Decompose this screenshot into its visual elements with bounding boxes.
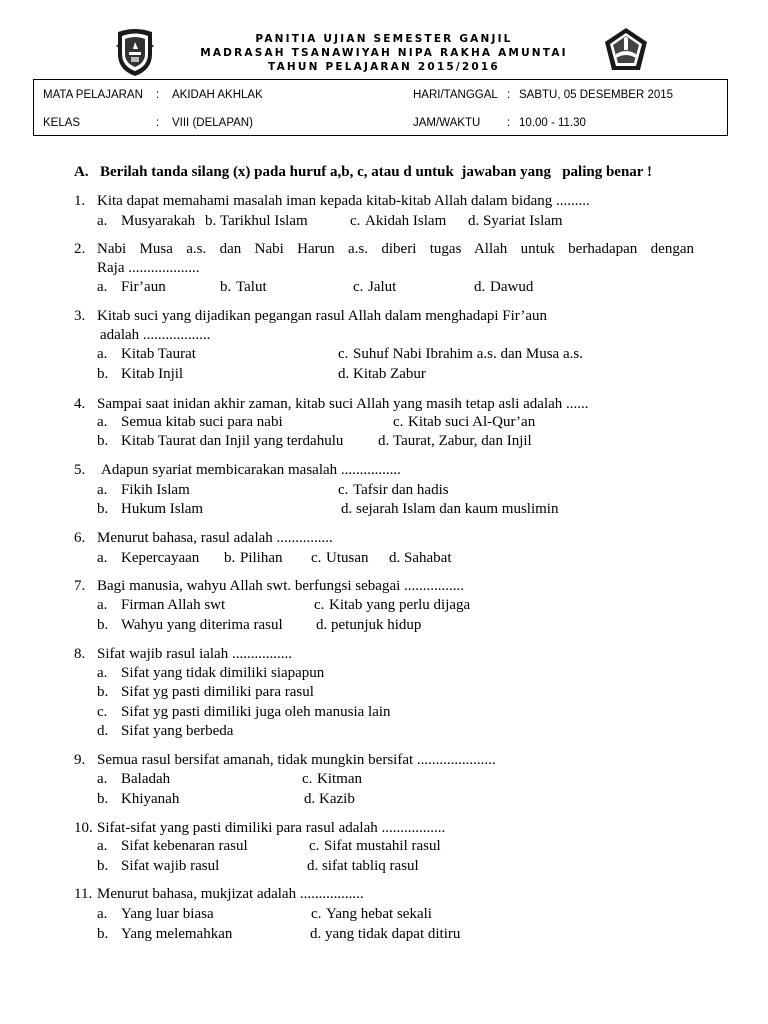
- option-label: a.: [97, 838, 108, 854]
- option-label: d.: [468, 213, 480, 229]
- question-9-option-b: Khiyanah: [121, 791, 180, 807]
- question-4-option-b: Kitab Taurat dan Injil yang terdahulu: [121, 433, 344, 449]
- question-5-option-d: sejarah Islam dan kaum muslimin: [356, 501, 559, 517]
- question-8-option-b: Sifat yg pasti dimiliki para rasul: [121, 684, 314, 700]
- option-label: d.: [307, 858, 319, 874]
- question-5-option-b: Hukum Islam: [121, 501, 204, 517]
- question-8-option-d: Sifat yang berbeda: [121, 723, 234, 739]
- question-8-option-a: Sifat yang tidak dimiliki siapapun: [121, 665, 325, 681]
- question-11-option-a: Yang luar biasa: [121, 906, 214, 922]
- question-10-number: 10.: [74, 820, 93, 836]
- date-value: SABTU, 05 DESEMBER 2015: [519, 89, 674, 101]
- option-label: a.: [97, 213, 108, 229]
- option-label: c.: [314, 597, 325, 613]
- question-9-number: 9.: [74, 752, 86, 768]
- question-7-option-b: Wahyu yang diterima rasul: [121, 617, 283, 633]
- option-label: a.: [97, 771, 108, 787]
- question-7-option-c: Kitab yang perlu dijaga: [329, 597, 471, 613]
- option-label: c.: [302, 771, 313, 787]
- option-label: d.: [389, 550, 401, 566]
- option-label: b.: [220, 279, 232, 295]
- question-1-text: Kita dapat memahami masalah iman kepada kitab-kitab Allah dalam bidang .........: [97, 193, 590, 209]
- question-5-text: Adapun syariat membicarakan masalah ................: [101, 462, 401, 478]
- option-label: a.: [97, 414, 108, 430]
- question-1-option-d: Syariat Islam: [483, 213, 563, 229]
- question-10-option-b: Sifat wajib rasul: [121, 858, 220, 874]
- subject-value: AKIDAH AKHLAK: [172, 89, 263, 101]
- option-label: c.: [393, 414, 404, 430]
- section-letter: A.: [74, 164, 89, 180]
- section-instruction: Berilah tanda silang (x) pada huruf a,b, c, atau d untuk jawaban yang paling benar !: [100, 164, 652, 180]
- question-8-number: 8.: [74, 646, 86, 662]
- subject-label: MATA PELAJARAN: [43, 89, 143, 101]
- question-8-text: Sifat wajib rasul ialah ................: [97, 646, 292, 662]
- question-2-text-cont: Raja ...................: [97, 260, 200, 276]
- header-line-3: TAHUN PELAJARAN 2015/2016: [268, 61, 500, 73]
- question-7-number: 7.: [74, 578, 86, 594]
- question-10-text: Sifat-sifat yang pasti dimiliki para rasul adalah .................: [97, 820, 446, 836]
- question-11-option-c: Yang hebat sekali: [326, 906, 432, 922]
- question-4-option-d: Taurat, Zabur, dan Injil: [393, 433, 532, 449]
- question-3-option-d: Kitab Zabur: [353, 366, 426, 382]
- time-colon: :: [507, 117, 511, 129]
- question-11-number: 11.: [74, 886, 93, 902]
- question-6-option-b: Pilihan: [240, 550, 283, 566]
- option-label: a.: [97, 665, 108, 681]
- question-3-text-cont: adalah ..................: [100, 327, 211, 343]
- option-label: b.: [97, 926, 109, 942]
- option-label: d.: [341, 501, 353, 517]
- exam-info-box: [33, 79, 728, 136]
- question-4-option-c: Kitab suci Al-Qur’an: [408, 414, 536, 430]
- option-label: b.: [205, 213, 217, 229]
- option-label: d.: [316, 617, 328, 633]
- question-10-option-a: Sifat kebenaran rasul: [121, 838, 248, 854]
- question-3-option-b: Kitab Injil: [121, 366, 184, 382]
- option-label: a.: [97, 597, 108, 613]
- question-10-option-c: Sifat mustahil rasul: [324, 838, 441, 854]
- question-11-option-d: yang tidak dapat ditiru: [325, 926, 461, 942]
- option-label: b.: [97, 366, 109, 382]
- option-label: d.: [378, 433, 390, 449]
- option-label: b.: [97, 433, 109, 449]
- question-4-option-a: Semua kitab suci para nabi: [121, 414, 283, 430]
- option-label: c.: [309, 838, 320, 854]
- question-6-number: 6.: [74, 530, 86, 546]
- option-label: a.: [97, 346, 108, 362]
- class-value: VIII (DELAPAN): [172, 117, 253, 129]
- question-9-option-a: Baladah: [121, 771, 171, 787]
- option-label: b.: [97, 684, 109, 700]
- option-label: a.: [97, 906, 108, 922]
- question-7-option-d: petunjuk hidup: [331, 617, 422, 633]
- option-label: a.: [97, 279, 108, 295]
- question-3-text: Kitab suci yang dijadikan pegangan rasul Allah dalam menghadapi Fir’aun: [97, 308, 548, 324]
- question-4-number: 4.: [74, 396, 86, 412]
- question-1-option-b: Tarikhul Islam: [220, 213, 308, 229]
- option-label: c.: [311, 906, 322, 922]
- question-6-option-a: Kepercayaan: [121, 550, 200, 566]
- class-colon: :: [156, 117, 160, 129]
- option-label: d.: [304, 791, 316, 807]
- option-label: a.: [97, 482, 108, 498]
- question-3-number: 3.: [74, 308, 86, 324]
- question-4-text: Sampai saat inidan akhir zaman, kitab suci Allah yang masih tetap asli adalah ......: [97, 396, 589, 412]
- option-label: b.: [97, 501, 109, 517]
- date-colon: :: [507, 89, 511, 101]
- time-value: 10.00 - 11.30: [519, 117, 586, 129]
- option-label: b.: [97, 791, 109, 807]
- question-9-text: Semua rasul bersifat amanah, tidak mungkin bersifat .....................: [97, 752, 496, 768]
- subject-colon: :: [156, 89, 160, 101]
- question-5-option-c: Tafsir dan hadis: [353, 482, 449, 498]
- question-2-option-a: Fir’aun: [121, 279, 166, 295]
- header-line-1: PANITIA UJIAN SEMESTER GANJIL: [255, 33, 513, 45]
- question-2-text: Nabi Musa a.s. dan Nabi Harun a.s. diberi tugas Allah untuk berhadapan dengan: [97, 241, 694, 257]
- question-9-option-c: Kitman: [317, 771, 362, 787]
- question-3-option-a: Kitab Taurat: [121, 346, 196, 362]
- option-label: d.: [97, 723, 109, 739]
- class-label: KELAS: [43, 117, 81, 129]
- question-2-option-d: Dawud: [490, 279, 534, 295]
- question-1-option-a: Musyarakah: [121, 213, 196, 229]
- question-1-number: 1.: [74, 193, 86, 209]
- option-label: b.: [224, 550, 236, 566]
- question-7-option-a: Firman Allah swt: [121, 597, 226, 613]
- question-7-text: Bagi manusia, wahyu Allah swt. berfungsi sebagai ................: [97, 578, 465, 594]
- question-2-option-c: Jalut: [368, 279, 397, 295]
- question-6-text: Menurut bahasa, rasul adalah ...............: [97, 530, 333, 546]
- option-label: c.: [338, 482, 349, 498]
- question-1-option-c: Akidah Islam: [365, 213, 447, 229]
- time-label: JAM/WAKTU: [413, 117, 481, 129]
- option-label: c.: [353, 279, 364, 295]
- option-label: d.: [474, 279, 486, 295]
- option-label: d.: [310, 926, 322, 942]
- question-6-option-c: Utusan: [326, 550, 369, 566]
- option-label: b.: [97, 858, 109, 874]
- question-11-option-b: Yang melemahkan: [121, 926, 233, 942]
- option-label: c.: [338, 346, 349, 362]
- question-3-option-c: Suhuf Nabi Ibrahim a.s. dan Musa a.s.: [353, 346, 583, 362]
- option-label: b.: [97, 617, 109, 633]
- question-10-option-d: sifat tabliq rasul: [322, 858, 419, 874]
- question-9-option-d: Kazib: [319, 791, 355, 807]
- question-2-number: 2.: [74, 241, 86, 257]
- question-5-number: 5.: [74, 462, 86, 478]
- option-label: c.: [311, 550, 322, 566]
- option-label: a.: [97, 550, 108, 566]
- question-2-option-b: Talut: [236, 279, 267, 295]
- option-label: c.: [97, 704, 108, 720]
- date-label: HARI/TANGGAL: [413, 89, 498, 101]
- header-line-2: MADRASAH TSANAWIYAH NIPA RAKHA AMUNTAI: [200, 47, 568, 59]
- question-6-option-d: Sahabat: [404, 550, 452, 566]
- question-11-text: Menurut bahasa, mukjizat adalah .................: [97, 886, 364, 902]
- ministry-emblem-logo: [601, 26, 651, 81]
- question-5-option-a: Fikih Islam: [121, 482, 190, 498]
- question-8-option-c: Sifat yg pasti dimiliki juga oleh manusia lain: [121, 704, 391, 720]
- option-label: c.: [350, 213, 361, 229]
- option-label: d.: [338, 366, 350, 382]
